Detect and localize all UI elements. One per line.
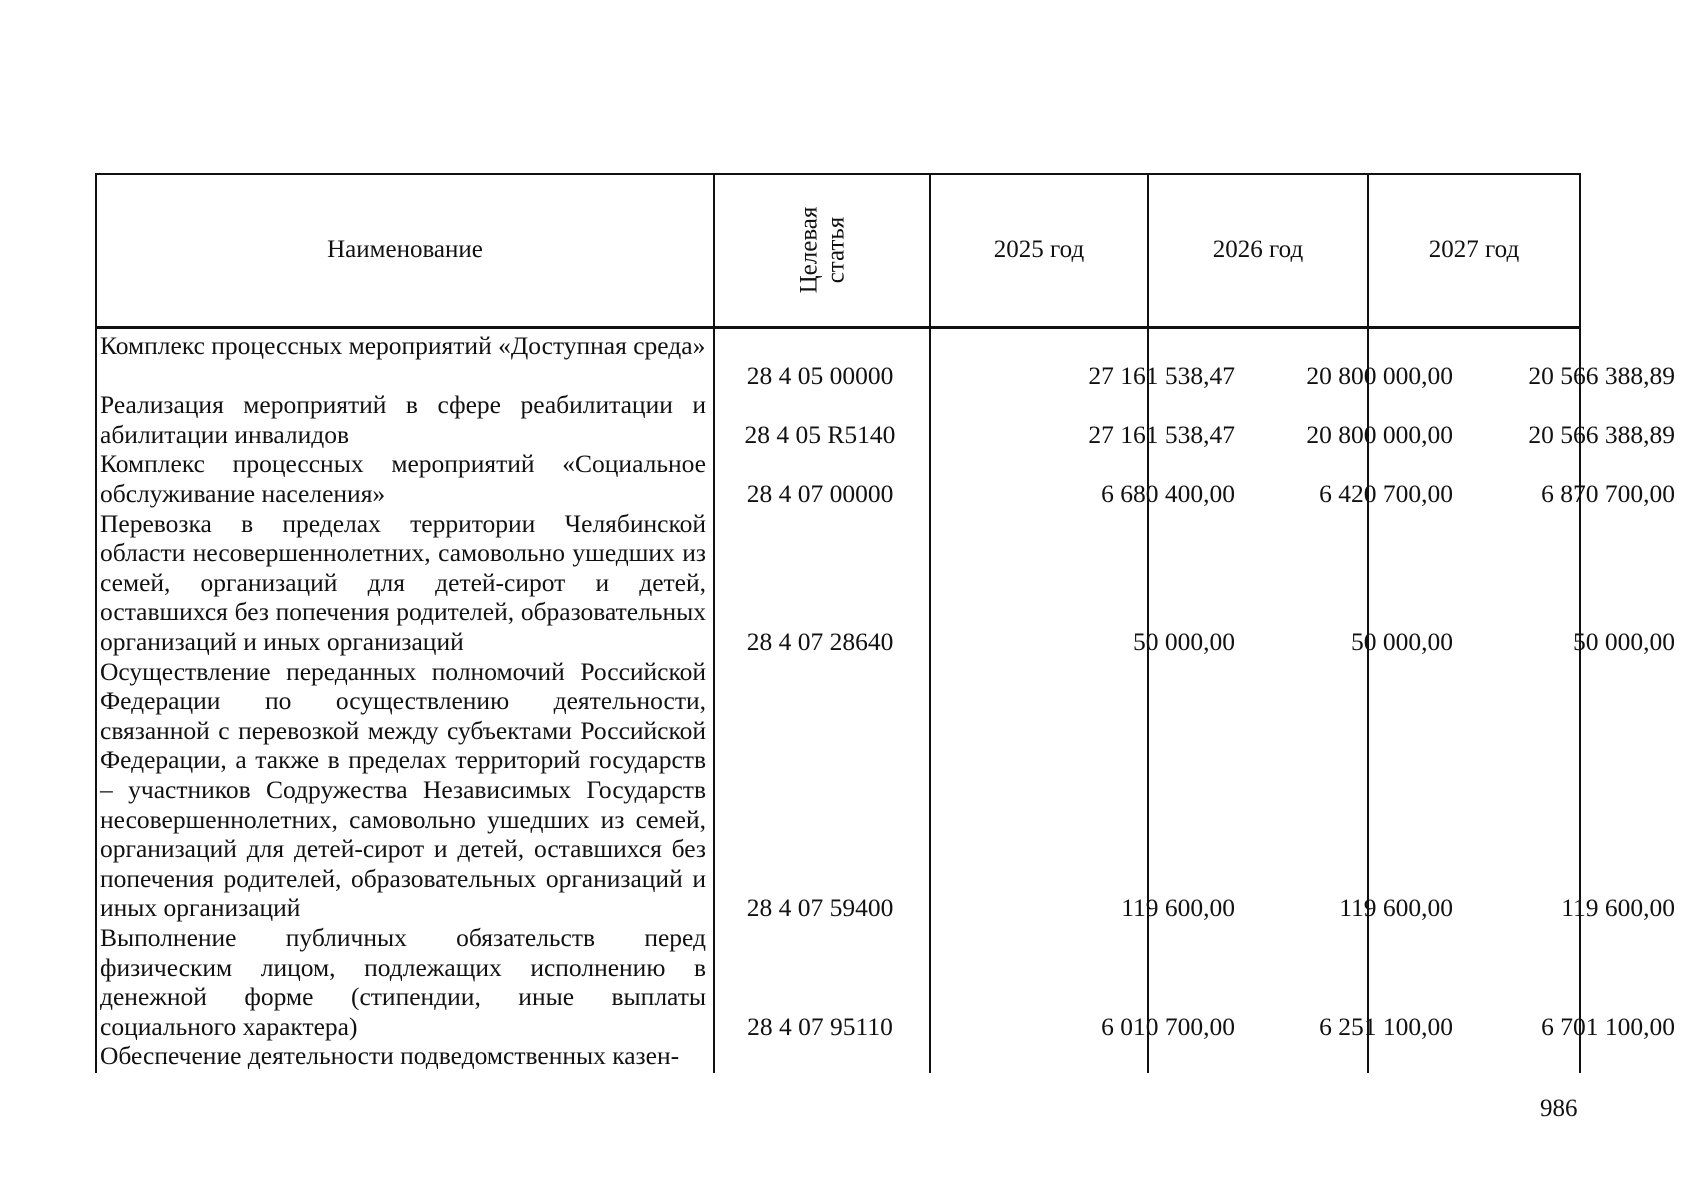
row-value-2025: 6 010 700,00 <box>1101 1011 1235 1041</box>
table-right-border <box>1579 173 1581 1073</box>
row-code: 28 4 05 00000 <box>746 360 894 390</box>
header-2025-label: 2025 год <box>993 236 1085 263</box>
header-target-line1: Целевая <box>794 206 822 294</box>
row-name: Обеспечение деятельности подведомственных казен- <box>100 1041 680 1071</box>
row-name: Выполнение публичных обязательств перед физическим лицом, подлежащих исполнению в денежной форме (стипендии, иные выплаты социального характера) <box>100 923 706 1041</box>
row-name: Осуществление переданных полномочий Российской Федерации по осуществлению деятельности, связанной с перевозкой между субъектами Российской Федерации, а также в пределах территорий государств – участников Содружества Независимых Государств несовершеннолетних, самовольно ушедших из семей, организаций для детей-сирот и детей, оставшихся без попечения родителей, образовательных организаций и иных организаций <box>100 656 706 923</box>
row-code: 28 4 05 R5140 <box>744 419 896 449</box>
row-value-2027: 20 566 388,89 <box>1528 419 1675 449</box>
row-code: 28 4 07 00000 <box>746 478 894 508</box>
row-value-2025: 50 000,00 <box>1133 626 1235 656</box>
header-2026 <box>1149 173 1367 327</box>
row-value-2027: 6 870 700,00 <box>1541 478 1675 508</box>
budget-table <box>95 173 1675 1073</box>
header-2025 <box>931 173 1147 327</box>
row-value-2026: 6 251 100,00 <box>1319 1011 1453 1041</box>
header-name-label: Наименование <box>327 236 483 263</box>
row-value-2026: 20 800 000,00 <box>1306 419 1453 449</box>
header-target-label <box>795 207 849 294</box>
row-value-2027: 50 000,00 <box>1573 626 1675 656</box>
row-value-2027: 6 701 100,00 <box>1541 1011 1675 1041</box>
header-2027-label: 2027 год <box>1428 236 1520 263</box>
row-value-2025: 27 161 538,47 <box>1088 360 1235 390</box>
row-value-2025: 119 600,00 <box>1121 893 1235 923</box>
row-code: 28 4 07 59400 <box>746 893 894 923</box>
row-value-2026: 6 420 700,00 <box>1319 478 1453 508</box>
row-value-2026: 50 000,00 <box>1351 626 1453 656</box>
header-2027 <box>1369 173 1579 327</box>
row-code: 28 4 07 95110 <box>747 1011 893 1041</box>
header-target <box>715 173 929 327</box>
row-name: Комплекс процессных мероприятий «Доступная среда» <box>100 331 706 360</box>
page-number: 986 <box>1540 1095 1578 1122</box>
row-code: 28 4 07 28640 <box>746 626 894 656</box>
row-value-2025: 27 161 538,47 <box>1088 419 1235 449</box>
row-name: Перевозка в пределах территории Челябинской области несовершеннолетних, самовольно ушедших из семей, организаций для детей-сирот и детей, оставшихся без попечения родителей, образовательных организаций и иных организаций <box>100 508 706 656</box>
row-value-2026: 20 800 000,00 <box>1306 360 1453 390</box>
header-name <box>97 173 713 327</box>
row-value-2027: 20 566 388,89 <box>1528 360 1675 390</box>
row-name: Комплекс процессных мероприятий «Социальное обслуживание населения» <box>100 449 706 508</box>
header-target-line2: статья <box>821 216 849 284</box>
row-value-2025: 6 680 400,00 <box>1101 478 1235 508</box>
header-2026-label: 2026 год <box>1212 236 1304 263</box>
row-name: Реализация мероприятий в сфере реабилитации и абилитации инвалидов <box>100 390 706 449</box>
row-value-2026: 119 600,00 <box>1339 893 1453 923</box>
row-value-2027: 119 600,00 <box>1561 893 1675 923</box>
